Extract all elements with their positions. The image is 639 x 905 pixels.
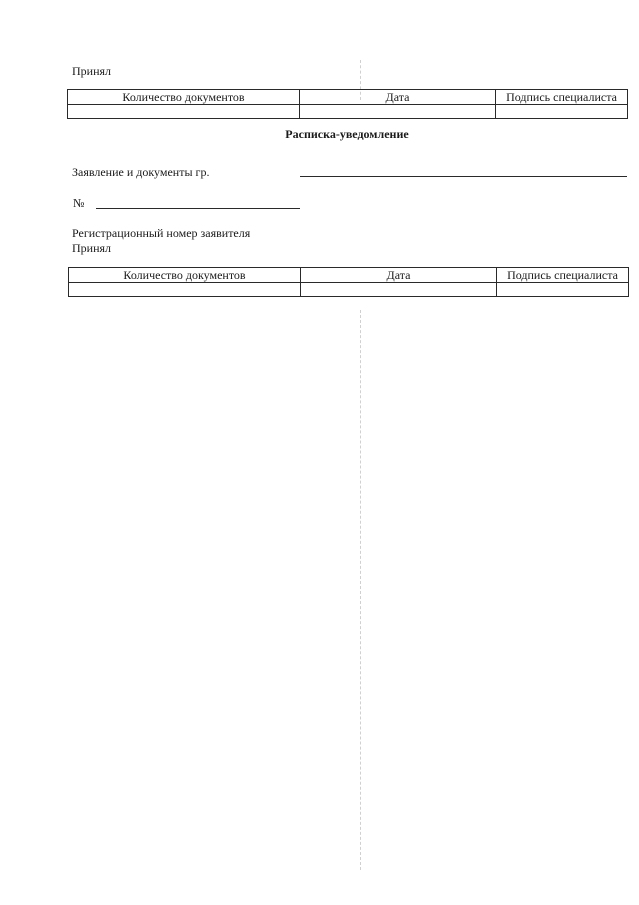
col-header-doc-count: Количество документов <box>68 90 300 105</box>
col-header-doc-count: Количество документов <box>69 268 301 283</box>
cell-doc-count <box>68 105 300 119</box>
cell-date <box>301 283 497 297</box>
scan-fold-mark-lower <box>360 310 361 870</box>
receipt-title: Расписка-уведомление <box>285 127 409 141</box>
col-header-signature: Подпись специалиста <box>496 90 628 105</box>
applicant-name-line <box>300 176 627 177</box>
acceptance-table-top <box>67 89 628 119</box>
accepted-label-top: Принял <box>72 64 112 78</box>
cell-signature <box>497 283 629 297</box>
cell-signature <box>496 105 628 119</box>
cell-doc-count <box>69 283 301 297</box>
number-label: № <box>73 196 85 210</box>
col-header-signature: Подпись специалиста <box>497 268 629 283</box>
cell-date <box>300 105 496 119</box>
number-line <box>96 208 300 209</box>
accepted-label-receipt: Принял <box>72 241 112 255</box>
reg-number-label: Регистрационный номер заявителя <box>72 226 251 240</box>
col-header-date: Дата <box>300 90 496 105</box>
acceptance-table-receipt <box>68 267 629 297</box>
statement-label: Заявление и документы гр. <box>72 165 210 179</box>
col-header-date: Дата <box>301 268 497 283</box>
